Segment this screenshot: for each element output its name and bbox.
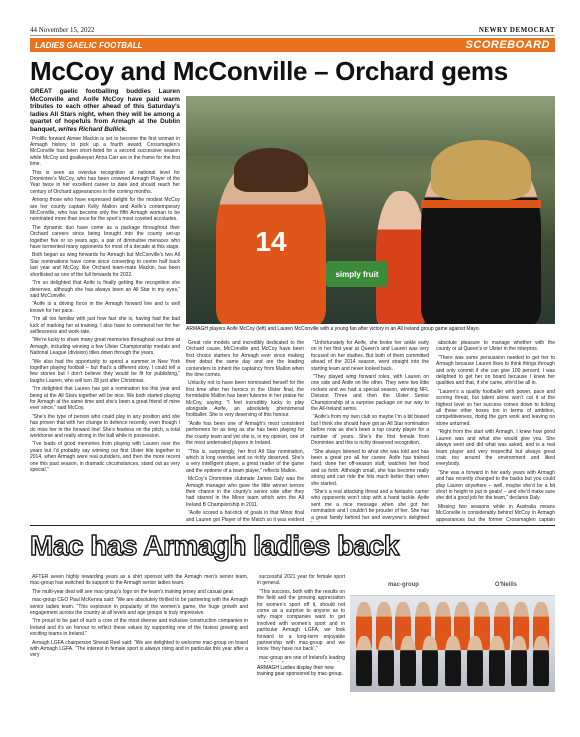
story1-col3-paragraph-4: “She always listened to what she was told and has been a great pro all her career. Aoife has trained hard, done her off-season stuff, watches her food and so forth. Although small, she has become really strong and can ride the hits much better than when she started. xyxy=(311,448,429,487)
section-name: LADIES GAELIC FOOTBALL xyxy=(35,40,143,50)
story1-headline: McCoy and McConville – Orchard gems xyxy=(30,56,508,86)
story1-col1-paragraph-10: “We also had the opportunity to spend a summer in New York together playing football – but that’s a different story. I could tell a few stories but I don’t believe they would be fit for publishing,” laughs Lauren, who will turn 28 just after Christmas. xyxy=(30,358,180,384)
story2-col2-paragraph-2: “This success, both with the results on the field and the growing appreciation for women’s sport off it, should not come as a surprise to anyone as to why major companies want to get involved with women’s sport and in particular Armagh LGFA, we look forward to a long-term enjoyable partnership with mac-group and we know ‘they have our back’.” xyxy=(257,588,345,653)
story2-headline: Mac has Armagh ladies back xyxy=(30,530,399,561)
story1-byline: writes Richard Bullick. xyxy=(58,125,127,133)
section-brand: SCOREBOARD xyxy=(465,39,550,51)
story1-col1-paragraph-13: “I’ve loads of good memories from playing with Lauren over the years but I’d probably say winning our first Ulster title together in 2014, when Armagh were real outsiders, and then the more recent one this past season, in dramatic circumstances, stand out as very special.” xyxy=(30,441,180,474)
story1-col1-paragraph-8: “I’m all too familiar with just how fast she is, having had the bad luck of marking her at training. I also have to commend her for her selflessness and work-rate. xyxy=(30,316,180,335)
story1-col1-body xyxy=(30,136,180,474)
story1-col2-paragraph-6: “Aoife scored a hat-trick of goals in that Minor final and Lauren got Player of the Match so it was evident xyxy=(186,510,304,522)
story1-col3-paragraph-3: “Aoife’s from my own club so maybe I’m a bit biased but I think she should have got an All Star nomination before now as she’s been a top county player for a number of years. She’s the first female from Dromintee and this is richly deserved recognition. xyxy=(311,414,429,447)
story2-col1-paragraph-2: The multi-year deal will see mac-group’s logo on the team’s training jersey and casual gear. xyxy=(32,588,235,595)
story1-col3-paragraph-1: “Unfortunately for Aoife, she broke her ankle early on in her first year at Queen’s and Lauren was very focused on her studies. But both of them committed ahead of the 2014 season, went straight into the starting team and never looked back. xyxy=(311,340,429,372)
story2-col2-paragraph-1: successful 2021 year for female sport in general. xyxy=(257,574,345,587)
story1-col1-paragraph-3: Among those who have expressed delight for the modest McCoy are her county captain Kelly Mallon and Aoife’s contemporary McConville, who has become only the fifth Armagh woman to be nominated more than once for the sport’s most coveted accolades. xyxy=(30,197,180,223)
story1-col4-paragraph-5: “She was a forward in her early years with Armagh and has recently changed to the backs but you could play Lauren anywhere – well, maybe she’d be a bit short in height to put in goals! – and she’d make sure she did a good job for the team,” declares Daly. xyxy=(436,469,555,502)
story2-column-2 xyxy=(257,574,345,662)
section-bar xyxy=(30,38,555,52)
story2-col1-paragraph-3: mac-group CEO Paul McKenna said: “We are absolutely thrilled to be partnering with the Armagh senior ladies team. “This explosion in popularity of the women’s game, the huge growth and engagement across the country at all levels and age groups is truly impressive. xyxy=(30,597,248,617)
story1-col1-paragraph-11: “I’m delighted that Lauren has got a nomination too this year and being at the All Stars together will be nice. We both started playing for Armagh at the same time and she’s been a great friend of mine ever since,” said McCoy. xyxy=(30,386,180,412)
story1-col2-paragraph-3: “Aoife has been one of Armagh’s most consistent performers for as long as she has been playing for the county team and yet she is, in my opinion, one of the most underrated players in Ireland. xyxy=(186,420,304,447)
banner-right-text: O'Neills xyxy=(494,581,518,588)
story1-column-3 xyxy=(311,340,429,522)
story2-column-1 xyxy=(30,574,248,734)
story1-col4-paragraph-3: “Lauren’s a quality footballer with power, pace and scoring threat, but talent alone won’t cut it at the highest level so her success comes down to ticking all these other boxes too in terms of ambition, competitiveness, doing the gym work and leaving no stone unturned. xyxy=(436,388,555,427)
sponsor-banner xyxy=(350,574,555,596)
story2-photo xyxy=(350,574,555,692)
story1-intro: GREAT gaelic footballing buddies Lauren McConville and Aoife McCoy have paid warm tributes to each other ahead of this Saturday’s ladies All Stars night, when they will be among a quartet of hopefuls from Armagh at the Dublin banquet, writes Richard Bullick. xyxy=(30,88,180,133)
story1-col1-paragraph-7: “Aoife is a driving force in the Armagh forward line and is well known for her pace. xyxy=(30,301,180,314)
jersey-number: 14 xyxy=(255,226,287,257)
story1-col1-paragraph-5: Both began as wing forwards for Armagh but McConville’s two All Star nominations have come since converting to centre half back last year and McCoy, like Orchard team-mate Mackin, has been shortlisted as one of the full forwards for 2022. xyxy=(30,252,180,278)
story1-col3-paragraph-5: “She’s a real attacking threat and a fantastic carrier who opponents won’t stop with a hand tackle. Aoife sent me a nice message when she got her nomination and I couldn’t be prouder of her. She has a great family behind her and everyone’s delighted xyxy=(311,488,429,521)
story1-col4-paragraph-1: absolute pleasure to manage whether with the county or at Queen’s or Ulster in the interpros. xyxy=(436,340,555,353)
story1-column-4 xyxy=(436,340,555,522)
story2-col1-paragraph-1: AFTER seven highly rewarding years as a shirt sponsor with the Armagh men’s senior team, mac-group has switched its support to the Armagh senior ladies team. xyxy=(30,574,248,587)
story1-col1-paragraph-1: Prolific forward Aimee Mackin is set to become the first woman in Armagh history to pick up a fourth award, Crossmaglen’s McConville has been short-listed for a second successive season while McCoy and goalkeeper Anna Carr are in the frame for the first time. xyxy=(30,135,180,168)
story2-col1-paragraph-5: Armagh LGFA chairperson Sinead Reel said: “We are delighted to welcome mac-group on board with Armagh LGFA. “The interest in female sport is always rising and in particular this year after a very xyxy=(30,639,248,659)
sponsor-logo: simply fruit xyxy=(326,261,388,287)
story1-photo-caption: ARMAGH players Aoife McCoy (left) and Lauren McConville with a young fan after victory in an All Ireland group game against Mayo. xyxy=(186,326,481,332)
story1-col1-paragraph-4: The dynamic duo have come as a package throughout their Orchard careers since being brought into the county set-up together five or so years ago, a pair of diminutive menaces who have tormented many opponents for most of a decade at this stage. xyxy=(30,224,180,251)
young-fan-figure xyxy=(376,191,426,324)
player-left-figure xyxy=(216,156,326,324)
story1-col4-paragraph-2: “There was some persuasion needed to get her to Armagh because Lauren likes to think things through and only commit if she can give 100 percent. I was delighted to get her on board because I knew her qualities and that, if she came, she’d be all in. xyxy=(436,354,555,387)
team-front-row xyxy=(356,636,549,686)
story1-col4-paragraph-4: “Right from the start with Armagh, I knew how good Lauren was and what she would give you. She always went and did what was asked, and is a real team player and very respectful but always great craic too around the environment and liked everybody. xyxy=(436,429,555,468)
story1-column-2 xyxy=(186,340,304,522)
story1-col1-paragraph-12: “She’s the type of person who could play in any position and she has proven that with her change to defence recently, even though I do miss her in the forward line! She’s fearless on the pitch, a total workhorse and really strong in the ball while in possession. xyxy=(30,413,180,440)
story-divider xyxy=(30,525,555,526)
story2-photo-caption: ARMAGH Ladies display their new training gear sponsored by mac-group. xyxy=(257,665,343,678)
story1-col1-paragraph-2: This is seen as overdue recognition at national level for Dromintee’s McCoy, who has been crowned Armagh Player of the Year twice in her excellent career to date and should reach her century of Orchard appearances in the coming months. xyxy=(30,169,180,195)
story1-col2-paragraph-1: Great role models and incredibly dedicated to the Orchard cause, McConville and McCoy have been first choice starters for Armagh ever since making their debut the same day and are the leading contenders to inherit the captaincy from Mallon when the time comes. xyxy=(186,340,304,379)
story1-col2-paragraph-4: “This is, surprisingly, her first All Star nomination, which is long overdue and so richly deserved. She’s a very intelligent player, a great reader of the game and the epitome of a team player,” reflects Mallon. xyxy=(186,448,304,474)
page-date: 44 November 15, 2022 xyxy=(30,25,95,34)
story1-col3-paragraph-2: “They played wing forward roles, with Lauren on one side and Aoife on the other. They were two little rockets and we had a special season, winning NFL Division Three and then the Ulster Senior Championship at a surprise package on our way to the All-Ireland semis. xyxy=(311,374,429,413)
player-right-figure xyxy=(421,146,541,324)
story1-col2-paragraph-5: McCoy’s Dromintee clubmate James Daly was the Armagh manager who gave the little winner terrors their chance in the county’s senior side after they had starred in the Minor team which won the All Ireland B Championship in 2011. xyxy=(186,476,304,508)
story1-photo xyxy=(186,96,555,324)
banner-left-text: mac-group xyxy=(387,581,419,588)
story2-col2-paragraph-3: mac-group are one of Ireland’s leading xyxy=(259,654,345,661)
story1-col2-paragraph-2: Unlucky not to have been nominated herself for the first time after her heroics in the Ulster final, the formidable Mallon has been fulsome in her praise for McCoy, saying: “I feel incredibly lucky to play alongside Aoife, an absolutely phenomenal footballer. She is very deserving of this honour. xyxy=(186,380,304,419)
story1-col4-paragraph-6: Missing two seasons while in Australia means McConville is considerably behind McCoy in Armagh appearances but the former Crossmaglen captain xyxy=(436,503,555,522)
story1-column-1 xyxy=(30,88,180,522)
story1-col1-paragraph-9: “We’re lucky to share many great memories throughout our time at Armagh, including winning a few Ulster Championship medals and National League (division) titles down through the years. xyxy=(30,337,180,357)
story2-col1-paragraph-4: “I’m proud to be part of such a core of the most diverse and inclusive construction companies in Ireland and it’s an honour to reflect these values by supporting one of the fastest growing and exciting teams in Ireland.” xyxy=(30,618,248,638)
publication-name: NEWRY DEMOCRAT xyxy=(478,25,555,34)
masthead xyxy=(30,24,555,36)
story1-col1-paragraph-6: “I’m so delighted that Aoife is finally getting the recognition she deserves, although she has always been an All Star in my eyes,” said McConville. xyxy=(30,280,180,299)
